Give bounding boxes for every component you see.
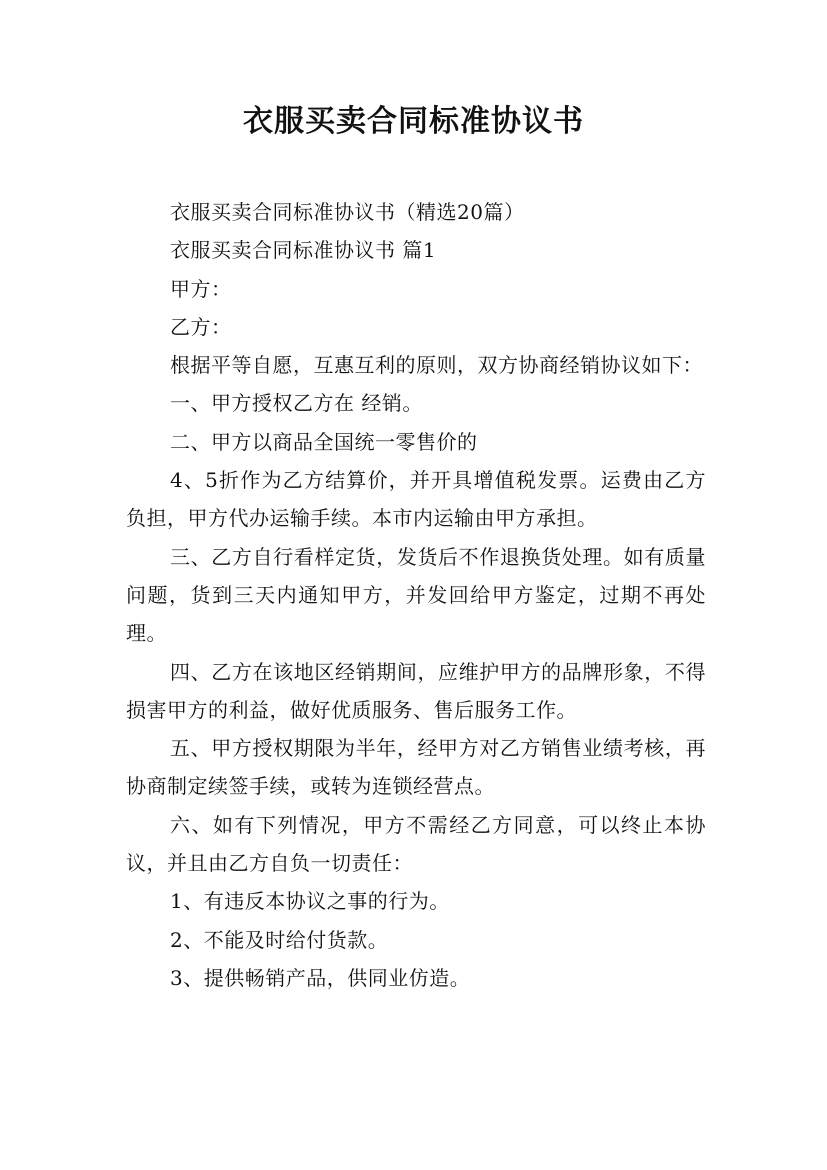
clause-6-item-2: 2、不能及时给付货款。 bbox=[170, 927, 389, 952]
clause-4: 四、乙方在该地区经销期间，应维护甲方的品牌形象，不得损害甲方的利益，做好优质服务、售后服务工作。 bbox=[126, 659, 706, 722]
clause-5: 五、甲方授权期限为半年，经甲方对乙方销售业绩考核，再协商制定续签手续，或转为连锁经营点。 bbox=[126, 736, 706, 799]
clause-3: 三、乙方自行看样定货，发货后不作退换货处理。如有质量问题，货到三天内通知甲方，并发回给甲方鉴定，过期不再处理。 bbox=[126, 544, 706, 646]
document-body bbox=[126, 193, 706, 997]
subtitle-paragraph: 衣服买卖合同标准协议书（精选20篇） bbox=[170, 200, 525, 224]
section-heading: 衣服买卖合同标准协议书 篇1 bbox=[170, 238, 437, 263]
clause-2-continued: 4、5折作为乙方结算价，并开具增值税发票。运费由乙方负担，甲方代办运输手续。本市内运输由甲方承担。 bbox=[126, 468, 706, 531]
clause-6-item-3: 3、提供畅销产品，供同业仿造。 bbox=[170, 965, 471, 990]
document-title: 衣服买卖合同标准协议书 bbox=[243, 104, 584, 139]
party-b-line: 乙方： bbox=[170, 314, 232, 339]
intro-paragraph: 根据平等自愿，互惠互利的原则，双方协商经销协议如下： bbox=[170, 353, 703, 378]
clause-2: 二、甲方以商品全国统一零售价的 bbox=[170, 429, 478, 454]
party-a-line: 甲方： bbox=[170, 276, 232, 301]
clause-6: 六、如有下列情况，甲方不需经乙方同意，可以终止本协议，并且由乙方自负一切责任： bbox=[126, 812, 706, 876]
clause-1: 一、甲方授权乙方在 经销。 bbox=[170, 391, 423, 416]
clause-6-item-1: 1、有违反本协议之事的行为。 bbox=[170, 889, 450, 914]
